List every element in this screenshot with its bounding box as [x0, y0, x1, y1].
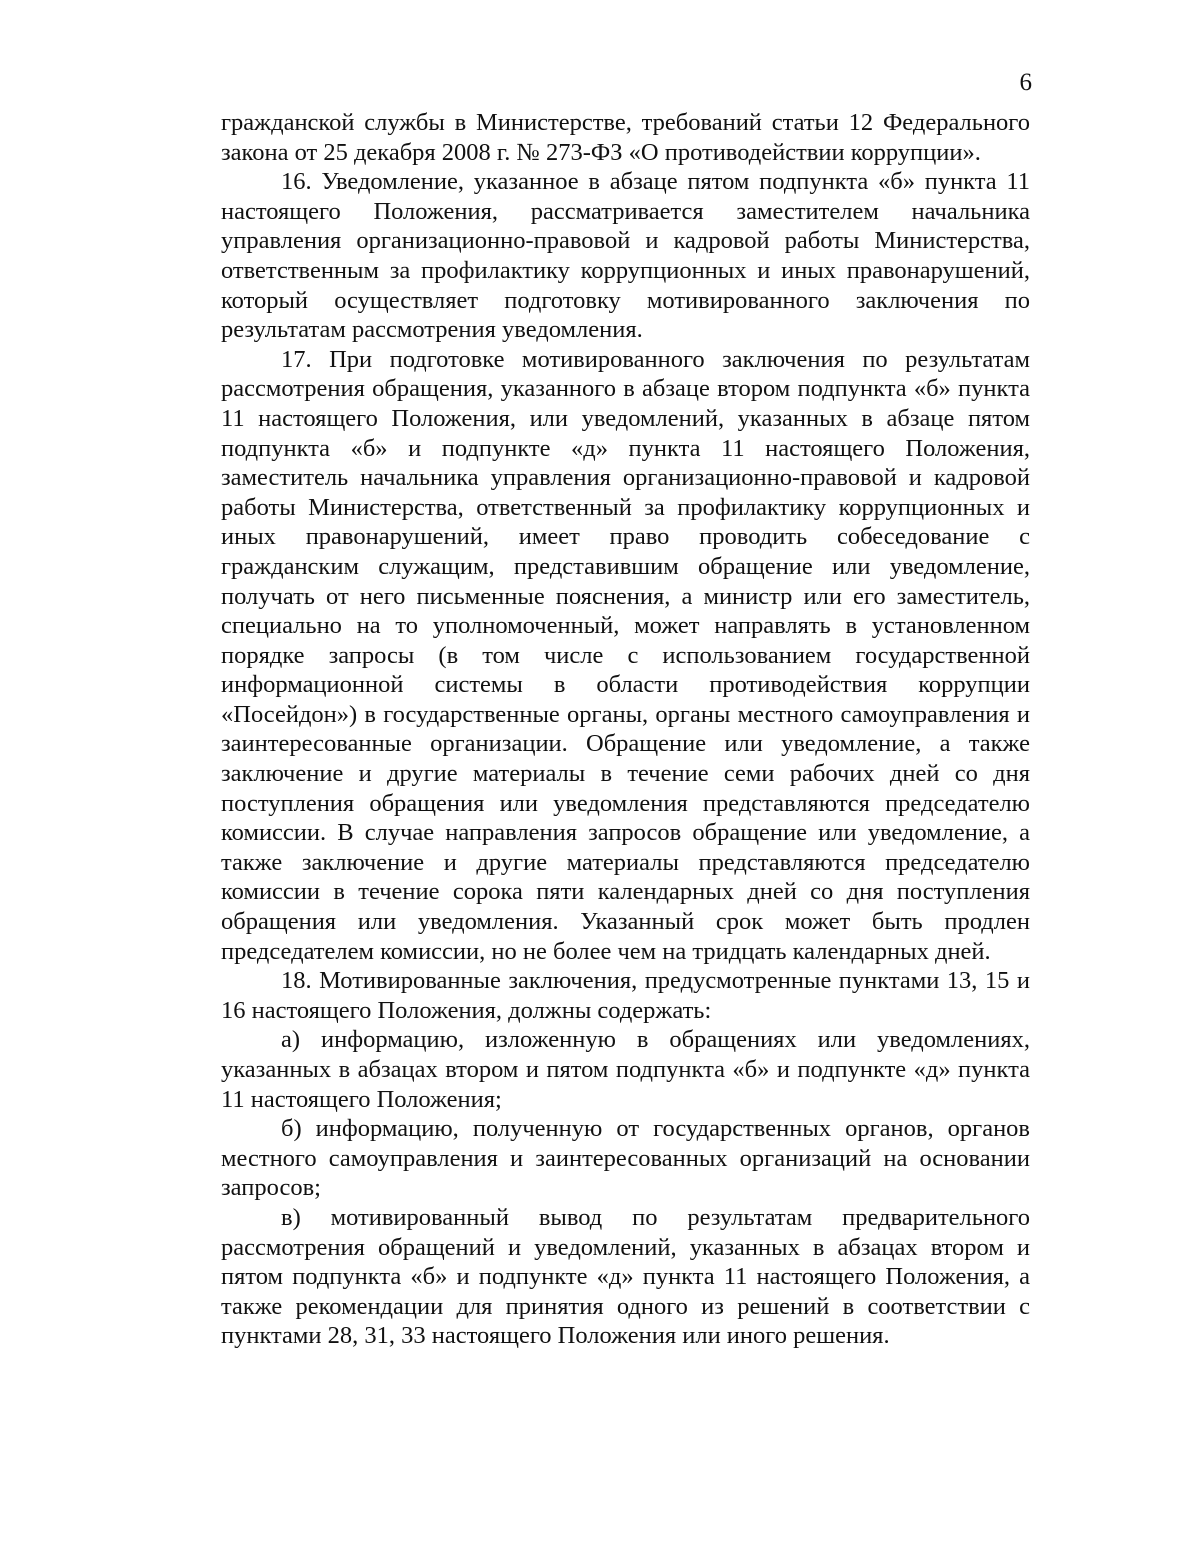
paragraph-continuation: гражданской службы в Министерстве, требований статьи 12 Федерального закона от 25 декабря 2008 г. № 273-ФЗ «О противодействии коррупции». [221, 109, 1030, 166]
paragraph-item-17: 17. При подготовке мотивированного заключения по результатам рассмотрения обращения, указанного в абзаце втором подпункта «б» пункта 11 настоящего Положения, или уведомлений, указанных в абзаце пятом подпункта «б» и подпункте «д» пункта 11 настоящего Положения, заместитель начальника управления организационно-правовой и кадровой работы Министерства, ответственный за профилактику коррупционных и иных правонарушений, имеет право проводить собеседование с гражданским служащим, представившим обращение или уведомление, получать от него письменные пояснения, а министр или его заместитель, специально на то уполномоченный, может направлять в установленном порядке запросы (в том числе с использованием государственной информационной системы в области противодействия коррупции «Посейдон») в государственные органы, органы местного самоуправления и заинтересованные организации. Обращение или уведомление, а также заключение и другие материалы в течение семи рабочих дней со дня поступления обращения или уведомления представляются председателю комиссии. В случае направления запросов обращение или уведомление, а также заключение и другие материалы представляются председателю комиссии в течение сорока пяти календарных дней со дня поступления обращения или уведомления. Указанный срок может быть продлен председателем комиссии, но не более чем на тридцать календарных дней. [221, 345, 1030, 965]
paragraph-item-16: 16. Уведомление, указанное в абзаце пятом подпункта «б» пункта 11 настоящего Положения, рассматривается заместителем начальника управления организационно-правовой и кадровой работы Министерства, ответственным за профилактику коррупционных и иных правонарушений, который осуществляет подготовку мотивированного заключения по результатам рассмотрения уведомления. [221, 168, 1030, 344]
paragraph-item-18: 18. Мотивированные заключения, предусмотренные пунктами 13, 15 и 16 настоящего Положения, должны содержать: [221, 967, 1030, 1024]
document-body [221, 108, 1030, 1351]
paragraph-item-18-b: б) информацию, полученную от государственных органов, органов местного самоуправления и заинтересованных организаций на основании запросов; [221, 1115, 1030, 1202]
paragraph-item-18-a: а) информацию, изложенную в обращениях или уведомлениях, указанных в абзацах втором и пятом подпункта «б» и подпункте «д» пункта 11 настоящего Положения; [221, 1026, 1030, 1113]
paragraph-item-18-v: в) мотивированный вывод по результатам предварительного рассмотрения обращений и уведомлений, указанных в абзацах втором и пятом подпункта «б» и подпункте «д» пункта 11 настоящего Положения, а также рекомендации для принятия одного из решений в соответствии с пунктами 28, 31, 33 настоящего Положения или иного решения. [221, 1203, 1030, 1350]
page-number: 6 [1019, 69, 1032, 96]
